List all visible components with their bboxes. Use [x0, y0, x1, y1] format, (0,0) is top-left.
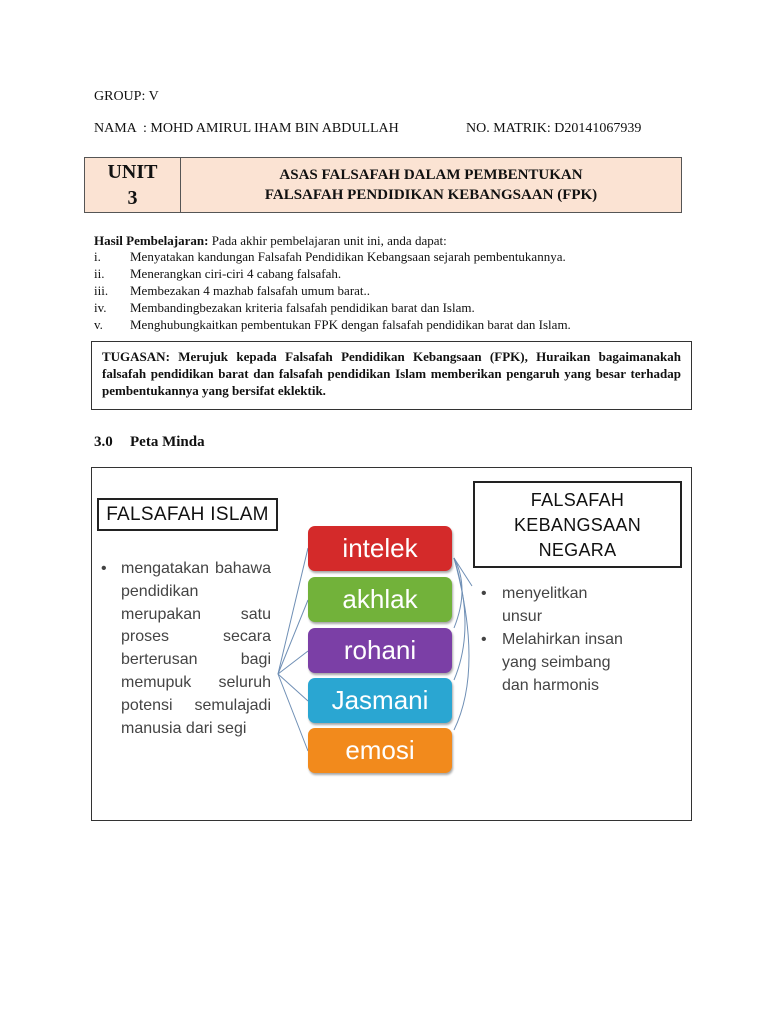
learning-outcomes-intro	[94, 233, 447, 249]
unit-title	[181, 158, 681, 212]
fk-bullet2-line2: yang seimbang	[502, 654, 611, 671]
outcome-text: Menerangkan ciri-ciri 4 cabang falsafah.	[130, 266, 342, 281]
falsafah-islam-title: FALSAFAH ISLAM	[97, 498, 278, 531]
unit-number: 3	[127, 187, 138, 209]
unit-header-table	[84, 157, 682, 213]
student-name: NAMA : MOHD AMIRUL IHAM BIN ABDULLAH	[94, 121, 399, 136]
fk-bullet1-line1: menyelitkan	[502, 585, 588, 602]
assignment-box: TUGASAN: Merujuk kepada Falsafah Pendidikan Kebangsaan (FPK), Huraikan bagaimanakah falsafah pendidikan barat dan falsafah pendidikan Islam memberikan pengaruh yang besar terhadap pembentukannya yang bersifat eklektik.	[91, 341, 692, 410]
unit-label: UNIT	[107, 161, 158, 183]
outcome-number: i.	[94, 249, 101, 264]
fk-title-line1: FALSAFAH	[530, 490, 625, 510]
pill-emosi: emosi	[308, 728, 452, 773]
outcome-number: ii.	[94, 266, 105, 281]
falsafah-kebangsaan-title	[473, 481, 682, 568]
falsafah-islam-bullet: mengatakan bahawa pendidikan merupakan satu proses secara berterusan bagi memupuk seluruh potensi semulajadi manusia dari segi	[121, 560, 271, 737]
fk-title-line2: KEBANGSAAN	[513, 515, 642, 535]
section-heading	[94, 434, 205, 451]
bullet-icon: •	[101, 560, 107, 577]
pill-intelek: intelek	[308, 526, 452, 571]
pill-akhlak: akhlak	[308, 577, 452, 622]
outcome-text: Membandingbezakan kriteria falsafah pendidikan barat dan Islam.	[130, 300, 475, 315]
outcome-number: iii.	[94, 283, 109, 298]
fk-bullet1-line2: unsur	[502, 608, 543, 625]
unit-title-line2: FALSAFAH PENDIDIKAN KEBANGSAAN (FPK)	[264, 187, 598, 203]
outcome-text: Membezakan 4 mazhab falsafah umum barat..	[130, 283, 371, 298]
matric-number: NO. MATRIK: D20141067939	[466, 121, 642, 136]
unit-title-line1: ASAS FALSAFAH DALAM PEMBENTUKAN	[279, 167, 583, 183]
learning-outcomes-label: Hasil Pembelajaran:	[94, 233, 209, 248]
outcome-text: Menghubungkaitkan pembentukan FPK dengan falsafah pendidikan barat dan Islam.	[130, 317, 571, 332]
mind-map	[91, 467, 692, 821]
outcome-number: iv.	[94, 300, 107, 315]
section-title: Peta Minda	[130, 434, 205, 450]
bullet-icon: •	[481, 585, 487, 602]
fk-bullet2-line3: dan harmonis	[502, 677, 599, 694]
learning-outcomes-text: Pada akhir pembelajaran unit ini, anda dapat:	[208, 233, 447, 248]
pill-jasmani: Jasmani	[308, 678, 452, 723]
fk-title-line3: NEGARA	[538, 540, 617, 560]
outcome-number: v.	[94, 317, 103, 332]
pill-rohani: rohani	[308, 628, 452, 673]
group-label: GROUP: V	[94, 89, 159, 104]
bullet-icon: •	[481, 631, 487, 648]
unit-cell	[85, 158, 181, 213]
outcome-text: Menyatakan kandungan Falsafah Pendidikan Kebangsaan sejarah pembentukannya.	[130, 249, 566, 264]
section-number: 3.0	[94, 434, 113, 450]
fk-bullet2-line1: Melahirkan insan	[502, 631, 623, 648]
